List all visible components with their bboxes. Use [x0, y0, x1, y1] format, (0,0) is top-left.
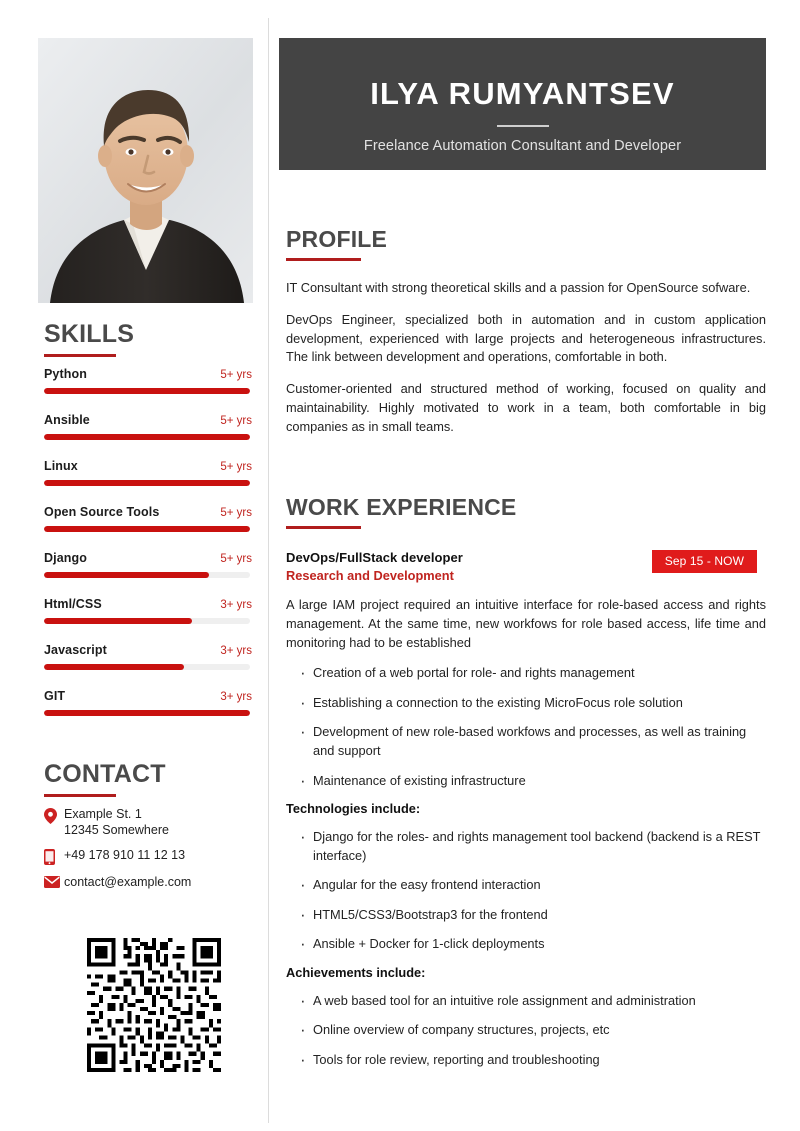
technology-item: · HTML5/CSS3/Bootstrap3 for the frontend	[286, 906, 766, 925]
skill-bar-track	[44, 480, 250, 486]
achievement-item: · Tools for role review, reporting and troubleshooting	[286, 1051, 766, 1070]
skill-item	[44, 413, 252, 440]
banner-rule	[497, 125, 549, 127]
skill-bar-fill	[44, 526, 250, 532]
job-organization: Research and Development	[286, 568, 454, 583]
skill-item	[44, 459, 252, 486]
qr-code-graphic	[87, 938, 221, 1072]
skill-item	[44, 689, 252, 716]
skill-bar-fill	[44, 434, 250, 440]
skill-item	[44, 505, 252, 532]
skill-bar-track	[44, 388, 250, 394]
job-title: DevOps/FullStack developer	[286, 550, 463, 565]
candidate-name: ILYA RUMYANTSEV	[370, 76, 675, 111]
achievement-item: · A web based tool for an intuitive role assignment and administration	[286, 992, 766, 1011]
skill-bar-fill	[44, 618, 192, 624]
skill-bar-track	[44, 618, 250, 624]
skill-years: 5+ yrs	[220, 369, 252, 381]
sidebar	[0, 0, 268, 1131]
name-banner	[279, 38, 766, 170]
skill-bar-fill	[44, 388, 250, 394]
skill-bar-fill	[44, 664, 184, 670]
job-duties-list	[286, 664, 766, 790]
skill-name: Javascript	[44, 643, 107, 657]
technology-item: · Ansible + Docker for 1-click deployments	[286, 935, 766, 954]
skills-list	[44, 367, 252, 735]
skill-bar-fill	[44, 710, 250, 716]
profile-paragraph: DevOps Engineer, specialized both in automation and in custom application development, experienced with large projects and heterogeneous infrastructures. The link between development and operations, comfortable in both.	[286, 311, 766, 365]
skill-item	[44, 367, 252, 394]
job-duty-item: · Establishing a connection to the existing MicroFocus role solution	[286, 694, 766, 713]
skills-heading-block	[44, 322, 134, 357]
contact-heading: CONTACT	[44, 760, 166, 788]
map-pin-icon	[44, 806, 64, 824]
skills-heading: SKILLS	[44, 320, 135, 348]
job-duty-item: · Development of new role-based workfows and processes, as well as training and support	[286, 723, 766, 760]
achievements-heading: Achievements include:	[286, 964, 426, 980]
skill-item	[44, 597, 252, 624]
profile-section	[286, 228, 766, 437]
profile-paragraphs	[286, 279, 766, 437]
skill-bar-track	[44, 710, 250, 716]
skill-name: Html/CSS	[44, 597, 102, 611]
qr-code[interactable]	[87, 938, 221, 1072]
achievement-item: · Online overview of company structures, projects, etc	[286, 1021, 766, 1040]
skill-item	[44, 643, 252, 670]
skill-name: Python	[44, 367, 87, 381]
job-date-badge: Sep 15 - NOW	[652, 550, 757, 573]
technologies-list	[286, 828, 766, 954]
technology-item: · Angular for the easy frontend interaction	[286, 876, 766, 895]
skill-name: Open Source Tools	[44, 505, 160, 519]
job-entry	[286, 550, 766, 583]
job-duty-item: · Creation of a web portal for role- and rights management	[286, 664, 766, 683]
profile-heading: PROFILE	[286, 226, 388, 252]
work-heading: WORK EXPERIENCE	[286, 494, 517, 520]
envelope-icon	[44, 874, 64, 888]
contact-row[interactable]	[44, 847, 259, 865]
work-heading-rule	[286, 526, 361, 529]
skill-years: 3+ yrs	[220, 599, 252, 611]
skill-years: 5+ yrs	[220, 461, 252, 473]
contact-row[interactable]	[44, 874, 259, 890]
skill-bar-track	[44, 526, 250, 532]
profile-heading-rule	[286, 258, 361, 261]
contact-heading-block	[44, 762, 166, 797]
technologies-heading: Technologies include:	[286, 801, 421, 817]
achievements-list	[286, 992, 766, 1070]
skill-bar-track	[44, 664, 250, 670]
skill-years: 5+ yrs	[220, 553, 252, 565]
work-section	[286, 496, 766, 1081]
skill-years: 5+ yrs	[220, 507, 252, 519]
column-divider	[268, 18, 269, 1123]
technology-item: · Django for the roles- and rights management tool backend (backend is a REST interface)	[286, 828, 766, 865]
portrait-illustration	[38, 38, 253, 303]
skill-bar-fill	[44, 572, 209, 578]
contact-row[interactable]	[44, 806, 259, 838]
profile-photo	[38, 38, 253, 303]
profile-paragraph: Customer-oriented and structured method of working, focused on quality and maintainability. Highly motivated to work in a team, both comfortable in big companies as in small teams.	[286, 381, 766, 434]
contact-text: +49 178 910 11 12 13	[64, 848, 186, 862]
skills-heading-rule	[44, 354, 116, 357]
skill-years: 3+ yrs	[220, 645, 252, 657]
skill-bar-track	[44, 434, 250, 440]
skill-name: GIT	[44, 689, 66, 703]
skill-name: Ansible	[44, 413, 90, 427]
profile-paragraph: IT Consultant with strong theoretical skills and a passion for OpenSource sofware.	[286, 280, 751, 295]
phone-icon	[44, 847, 64, 865]
candidate-subtitle: Freelance Automation Consultant and Developer	[363, 138, 682, 154]
skill-years: 3+ yrs	[220, 691, 252, 703]
skill-bar-track	[44, 572, 250, 578]
skill-years: 5+ yrs	[220, 415, 252, 427]
contact-text: Example St. 1 12345 Somewhere	[64, 807, 169, 837]
contact-list	[44, 806, 259, 899]
contact-heading-rule	[44, 794, 116, 797]
skill-item	[44, 551, 252, 578]
skill-name: Django	[44, 551, 87, 565]
skill-bar-fill	[44, 480, 250, 486]
contact-text: contact@example.com	[64, 875, 192, 889]
job-duty-item: · Maintenance of existing infrastructure	[286, 772, 766, 791]
job-summary: A large IAM project required an intuitive interface for role-based access and rights management. At the same time, new workfows for role based access, life time and monitoring had to be established	[286, 597, 766, 650]
skill-name: Linux	[44, 459, 78, 473]
